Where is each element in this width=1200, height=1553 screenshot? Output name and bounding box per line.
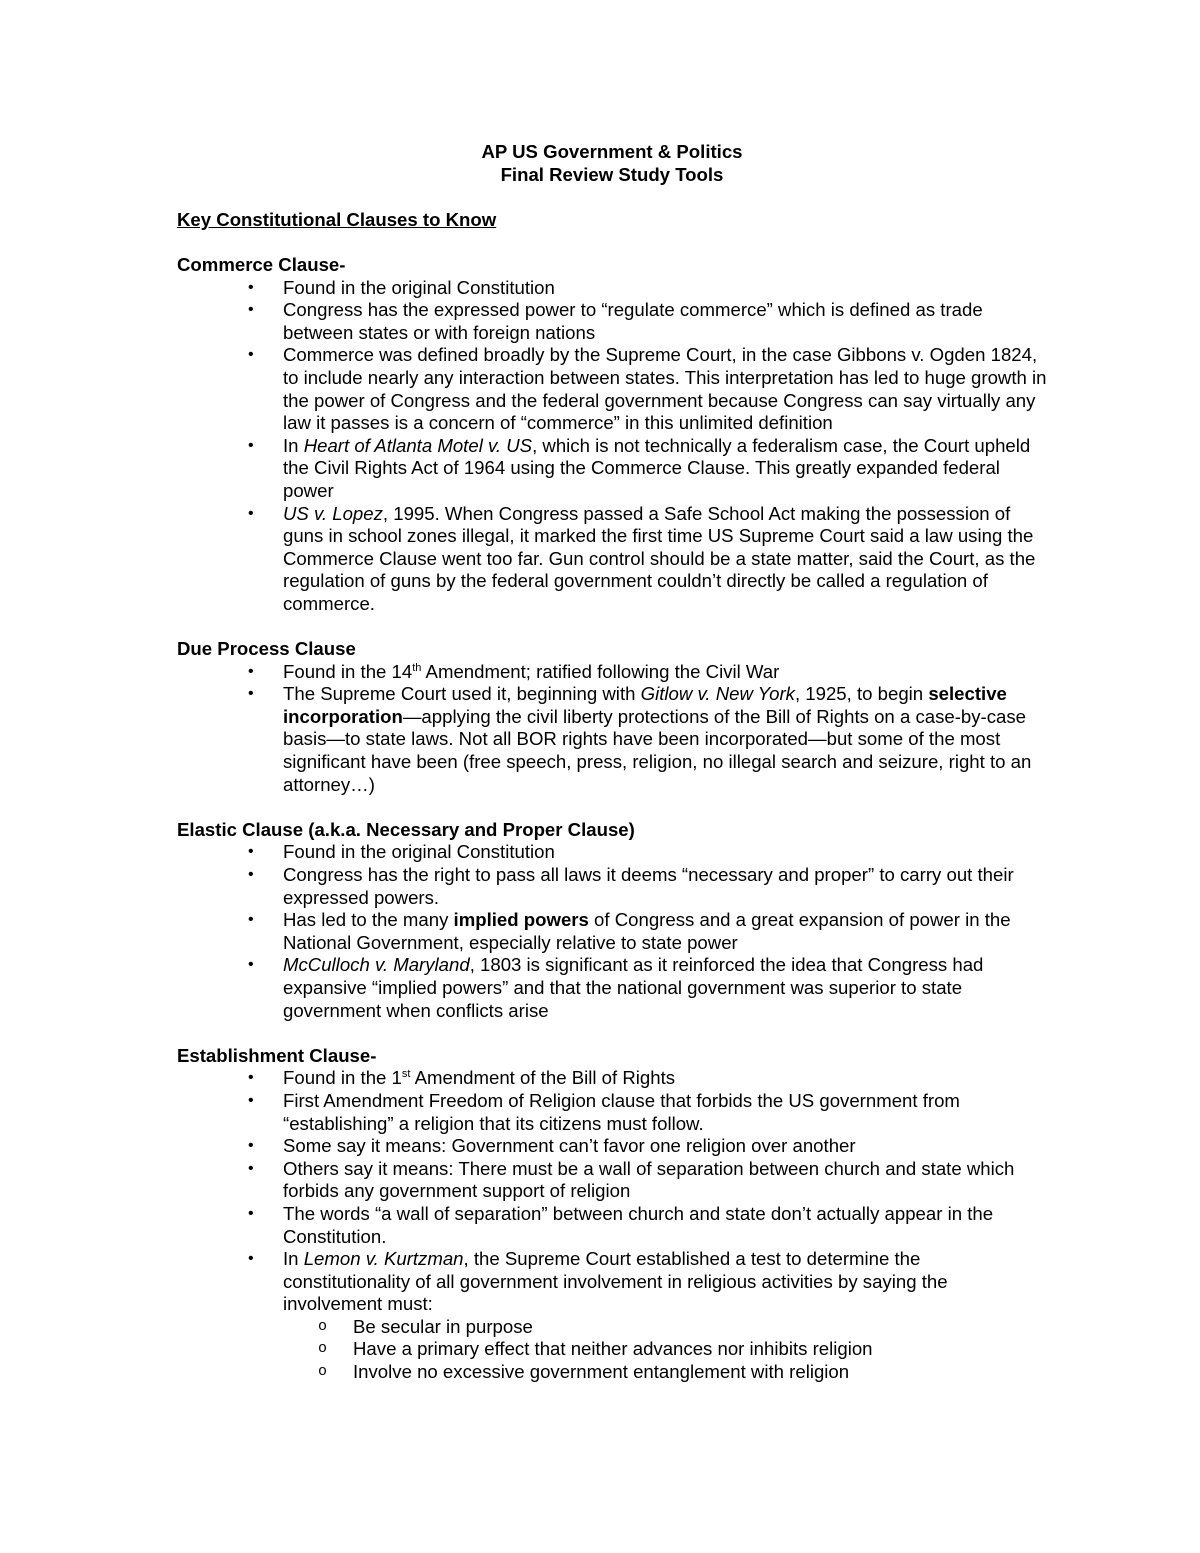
list-item: • First Amendment Freedom of Religion clause that forbids the US government from “establishing” a religion that its citizens must follow. [248, 1089, 960, 1134]
case-name: Heart of Atlanta Motel v. US [303, 434, 533, 456]
list-item: • Found in the original Constitution [248, 276, 555, 298]
bullet-icon: • [248, 1159, 254, 1177]
bullet-icon: • [248, 278, 254, 296]
establishment-clause-section [177, 1045, 1047, 1384]
bullet-icon: • [248, 1091, 254, 1109]
case-name: McCulloch v. Maryland [283, 954, 470, 976]
list-item: • The words “a wall of separation” between church and state don’t actually appear in the Constitution. [248, 1202, 994, 1247]
sub-bullet-icon: o [318, 1340, 328, 1358]
section-heading: Key Constitutional Clauses to Know [177, 208, 497, 230]
bullet-icon: • [248, 685, 254, 703]
sub-bullet-icon: o [318, 1317, 328, 1335]
sub-bullet-list [283, 1316, 1047, 1384]
case-name: Lemon v. Kurtzman [303, 1248, 464, 1270]
bullet-icon: • [248, 1069, 254, 1087]
bullet-list [177, 661, 1047, 797]
bullet-icon: • [248, 1137, 254, 1155]
bullet-icon: • [248, 662, 254, 680]
case-name: US v. Lopez [283, 502, 383, 524]
list-item: • Congress has the right to pass all laws it deems “necessary and proper” to carry out their expressed powers. [248, 864, 1014, 908]
bullet-icon: • [248, 504, 254, 522]
sub-list-item: o Be secular in purpose [318, 1315, 533, 1337]
commerce-clause-section [177, 254, 1047, 616]
clause-title: Commerce Clause- [177, 253, 346, 275]
list-item: • In Heart of Atlanta Motel v. US, which is not technically a federalism case, the Court upheld the Civil Rights Act of 1964 using the Commerce Clause. This greatly expanded federal power [248, 434, 1031, 501]
list-item: • McCulloch v. Maryland, 1803 is significant as it reinforced the idea that Congress had expansive “implied powers” and that the national government was superior to state government when conflicts arise [248, 954, 984, 1021]
title-line-2: Final Review Study Tools [500, 163, 724, 185]
list-item: • Found in the 14th Amendment; ratified following the Civil War [248, 660, 780, 682]
bullet-icon: • [248, 956, 254, 974]
sub-list-item: o Have a primary effect that neither advances nor inhibits religion [318, 1338, 873, 1360]
bullet-icon: • [248, 866, 254, 883]
sub-bullet-icon: o [318, 1363, 328, 1381]
document-title [177, 141, 1047, 186]
title-line-1: AP US Government & Politics [481, 141, 743, 162]
clause-title: Establishment Clause- [177, 1044, 377, 1066]
key-term: selective incorporation [283, 683, 1007, 727]
key-term: implied powers [453, 909, 589, 931]
list-item: • Has led to the many implied powers of Congress and a great expansion of power in the National Government, especially relative to state power [248, 909, 1011, 953]
clause-title: Elastic Clause (a.k.a. Necessary and Proper Clause) [177, 818, 635, 840]
list-item: • Congress has the expressed power to “regulate commerce” which is defined as trade between states or with foreign nations [248, 299, 983, 343]
sub-list-item: o Involve no excessive government entanglement with religion [318, 1361, 850, 1383]
bullet-list [177, 1067, 1047, 1383]
list-item: • In Lemon v. Kurtzman, the Supreme Court established a test to determine the constitutionality of all government involvement in religious activities by saying the involvement must: o Be secular in purpose o Have a primary effect that neither advances nor inhibits religion o Involve no excessive government entanglement with religion [177, 1248, 1047, 1384]
list-item: • Found in the original Constitution [248, 841, 555, 863]
document-page [177, 141, 1047, 1406]
list-item: • Found in the 1st Amendment of the Bill of Rights [248, 1067, 676, 1089]
bullet-icon: • [248, 843, 254, 861]
list-item: • Some say it means: Government can’t favor one religion over another [248, 1135, 856, 1157]
bullet-icon: • [248, 346, 254, 364]
list-item: • The Supreme Court used it, beginning with Gitlow v. New York, 1925, to begin selective incorporation—applying the civil liberty protections of the Bill of Rights on a case-by-case basis—to state laws. Not all BOR rights have been incorporated—but some of the most significant have been (free speech, press, religion, no illegal search and seizure, right to an attorney…) [248, 683, 1032, 795]
elastic-clause-section [177, 819, 1047, 1022]
list-item: • US v. Lopez, 1995. When Congress passed a Safe School Act making the possession of guns in school zones illegal, it marked the first time US Supreme Court said a law using the Commerce Clause went too far. Gun control should be a state matter, said the Court, as the regulation of guns by the federal government couldn’t directly be called a regulation of commerce. [248, 502, 1036, 614]
list-item: • Commerce was defined broadly by the Supreme Court, in the case Gibbons v. Ogden 1824, to include nearly any interaction between states. This interpretation has led to huge growth in the power of Congress and the federal government because Congress can say virtually any law it passes is a concern of “commerce” in this unlimited definition [248, 344, 1047, 434]
bullet-icon: • [248, 1204, 254, 1222]
bullet-icon: • [248, 436, 254, 454]
due-process-clause-section [177, 638, 1047, 796]
bullet-list [177, 841, 1047, 1022]
bullet-icon: • [248, 1250, 254, 1268]
clause-title: Due Process Clause [177, 638, 356, 660]
bullet-icon: • [248, 301, 254, 319]
list-item: • Others say it means: There must be a wall of separation between church and state which forbids any government support of religion [248, 1157, 1015, 1202]
bullet-list [177, 277, 1047, 616]
case-name: Gitlow v. New York [640, 683, 795, 705]
bullet-icon: • [248, 911, 254, 929]
